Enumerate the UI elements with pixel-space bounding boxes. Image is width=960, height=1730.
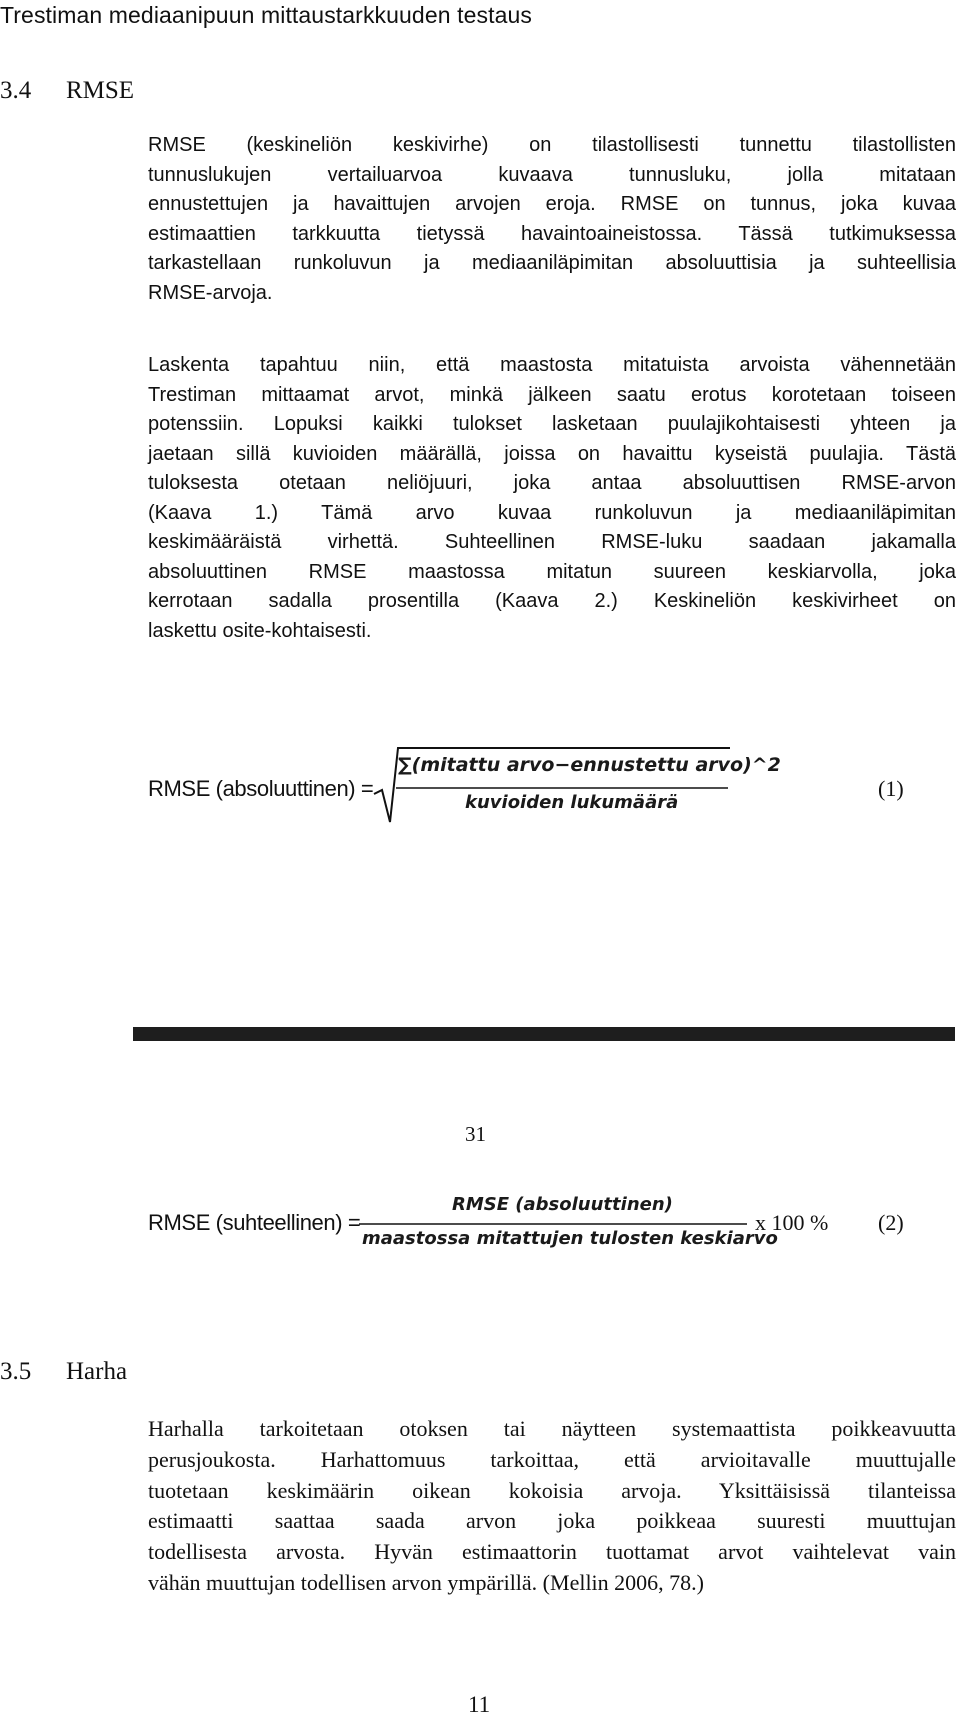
formula-numerator: ∑(mitattu arvo−ennustettu arvo)^2 xyxy=(398,754,781,776)
paragraph-line: RMSE (keskineliön keskivirhe) on tilastollisesti tunnettu tilastollisten xyxy=(148,134,956,156)
paragraph-line: vähän muuttujan todellisen arvon ympärillä. (Mellin 2006, 78.) xyxy=(148,1569,704,1595)
paragraph-line: potenssiin. Lopuksi kaikki tulokset lasketaan puulajikohtaisesti yhteen ja xyxy=(148,413,956,435)
paragraph-line: tunnuslukujen vertailuarvoa kuvaava tunnusluku, jolla mitataan xyxy=(148,163,956,186)
paragraph-line: kerrotaan sadalla prosentilla (Kaava 2.) Keskineliön keskivirheet on xyxy=(148,590,956,612)
paragraph-line: tuotetaan keskimäärin oikean kokoisia arvoja. Yksittäisissä tilanteissa xyxy=(148,1477,956,1503)
paragraph-line: estimaatti saattaa saada arvon joka poikkeaa suuresti muuttujan xyxy=(148,1508,956,1534)
paragraph-line: keskimääräistä virhettä. Suhteellinen RMSE-luku saadaan jakamalla xyxy=(148,531,956,553)
running-header: Trestiman mediaanipuun mittaustarkkuuden testaus xyxy=(0,2,532,28)
paragraph-line: RMSE-arvoja. xyxy=(148,281,273,304)
section-heading-rmse xyxy=(0,77,134,105)
paragraph-line: laskettu osite-kohtaisesti. xyxy=(148,619,372,642)
paragraph-line: perusjoukosta. Harhattomuus tarkoittaa, että arvioitavalle muuttujalle xyxy=(148,1446,956,1472)
formula-2 xyxy=(0,1186,960,1256)
section-heading-harha xyxy=(0,1358,127,1386)
paragraph-line: ennustettujen ja havaittujen arvojen eroja. RMSE on tunnus, joka kuvaa xyxy=(148,193,956,215)
section-number: 3.4 xyxy=(0,77,32,104)
paragraph-line: jaetaan sillä kuvioiden määrällä, joissa on havaittu kyseistä puulajia. Tästä xyxy=(148,442,956,465)
paragraph-rmse-calculation xyxy=(148,351,956,646)
paragraph-line: absoluuttinen RMSE maastossa mitatun suureen keskiarvolla, joka xyxy=(148,560,956,583)
paragraph-line: (Kaava 1.) Tämä arvo kuvaa runkoluvun ja mediaaniläpimitan xyxy=(148,501,956,524)
page-break-divider xyxy=(133,1027,955,1041)
paragraph-line: todellisesta arvosta. Hyvän estimaattorin tuottamat arvot vaihtelevat vain xyxy=(148,1539,956,1565)
formula-number: (2) xyxy=(878,1210,904,1235)
paragraph-line: Trestiman mittaamat arvot, minkä jälkeen saatu erotus korotetaan toiseen xyxy=(148,383,956,406)
section-title: RMSE xyxy=(66,77,135,104)
formula-label: RMSE (absoluuttinen) = xyxy=(148,776,374,801)
formula-number: (1) xyxy=(878,776,904,801)
formula-numerator: RMSE (absoluuttinen) xyxy=(452,1194,673,1215)
formula-1 xyxy=(0,740,960,840)
paragraph-rmse-definition xyxy=(148,131,956,308)
page-number-source: 31 xyxy=(465,1122,486,1146)
fraction-line xyxy=(359,1222,749,1226)
paragraph-line: tarkastellaan runkoluvun ja mediaaniläpimitan absoluuttisia ja suhteellisia xyxy=(148,252,956,274)
formula-denominator: maastossa mitattujen tulosten keskiarvo xyxy=(362,1228,778,1249)
paragraph-harha xyxy=(148,1414,956,1599)
formula-multiplier: x 100 % xyxy=(755,1210,829,1235)
formula-denominator: kuvioiden lukumäärä xyxy=(465,792,679,813)
paragraph-line: Harhalla tarkoitetaan otoksen tai näytteen systemaattista poikkeavuutta xyxy=(148,1416,956,1441)
formula-label: RMSE (suhteellinen) = xyxy=(148,1210,361,1235)
section-title: Harha xyxy=(66,1358,128,1385)
paragraph-line: tuloksesta otetaan neliöjuuri, joka antaa absoluuttisen RMSE-arvon xyxy=(148,472,956,494)
paragraph-line: estimaattien tarkkuutta tietyssä havaintoaineistossa. Tässä tutkimuksessa xyxy=(148,222,956,245)
paragraph-line: Laskenta tapahtuu niin, että maastosta mitatuista arvoista vähennetään xyxy=(148,354,956,376)
page-number-footer: 11 xyxy=(468,1692,491,1717)
section-number: 3.5 xyxy=(0,1358,32,1385)
